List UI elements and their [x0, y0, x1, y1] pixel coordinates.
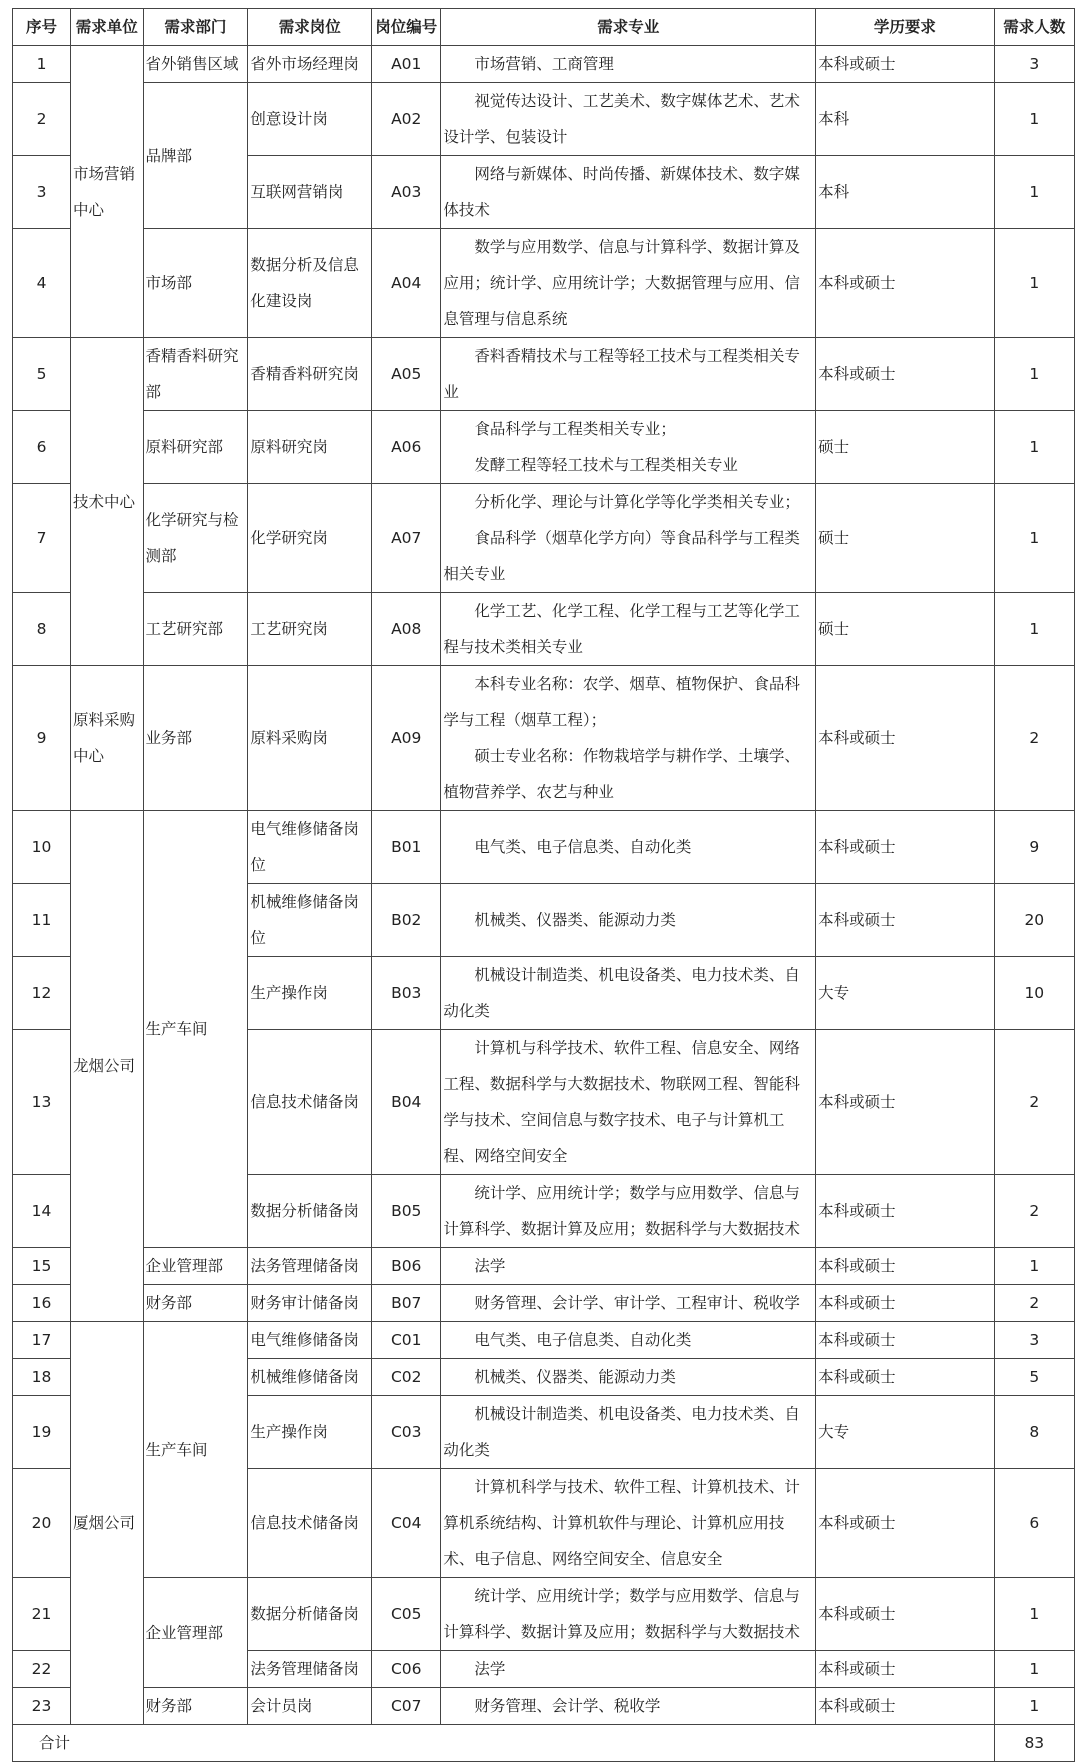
- post-cell: 机械维修储备岗位: [248, 884, 372, 957]
- dept-cell: 生产车间: [143, 1322, 248, 1578]
- count-cell: 1: [994, 484, 1074, 593]
- major-text: 发酵工程等轻工技术与工程类相关专业: [474, 456, 738, 474]
- row-number: 13: [13, 1030, 71, 1175]
- dept-cell: 财务部: [143, 1285, 248, 1322]
- major-text: 香料香精技术与工程等轻工技术与工程类相关专业: [443, 347, 800, 401]
- code-cell: B04: [372, 1030, 441, 1175]
- dept-cell: 省外销售区域: [143, 46, 248, 83]
- dept-cell: 企业管理部: [143, 1578, 248, 1688]
- post-cell: 创意设计岗: [248, 83, 372, 156]
- post-cell: 互联网营销岗: [248, 156, 372, 229]
- row-number: 6: [13, 411, 71, 484]
- header-cell: 需求专业: [441, 9, 816, 46]
- major-cell: [441, 666, 816, 811]
- code-cell: C04: [372, 1469, 441, 1578]
- code-cell: B05: [372, 1175, 441, 1248]
- post-cell: 数据分析及信息化建设岗: [248, 229, 372, 338]
- post-cell: 电气维修储备岗: [248, 1322, 372, 1359]
- total-row: [13, 1725, 1075, 1762]
- major-text: 市场营销、工商管理: [474, 55, 614, 73]
- dept-cell: 财务部: [143, 1688, 248, 1725]
- count-cell: 2: [994, 1285, 1074, 1322]
- post-cell: 信息技术储备岗: [248, 1030, 372, 1175]
- row-number: 8: [13, 593, 71, 666]
- post-cell: 法务管理储备岗: [248, 1651, 372, 1688]
- post-cell: 香精香料研究岗: [248, 338, 372, 411]
- post-cell: 原料研究岗: [248, 411, 372, 484]
- edu-cell: 本科或硕士: [816, 229, 994, 338]
- major-cell: [441, 957, 816, 1030]
- dept-cell: 原料研究部: [143, 411, 248, 484]
- major-cell: [441, 593, 816, 666]
- major-text: 统计学、应用统计学；数学与应用数学、信息与计算科学、数据计算及应用；数据科学与大数据技术: [443, 1587, 800, 1641]
- table-row: [13, 83, 1075, 156]
- major-text: 食品科学（烟草化学方向）等食品科学与工程类相关专业: [443, 529, 800, 583]
- major-text: 视觉传达设计、工艺美术、数字媒体艺术、艺术设计学、包装设计: [443, 92, 800, 146]
- table-row: [13, 484, 1075, 593]
- dept-cell: 工艺研究部: [143, 593, 248, 666]
- recruitment-table: [12, 8, 1075, 1762]
- edu-cell: 本科或硕士: [816, 338, 994, 411]
- edu-cell: 本科或硕士: [816, 1030, 994, 1175]
- edu-cell: 硕士: [816, 484, 994, 593]
- post-cell: 电气维修储备岗位: [248, 811, 372, 884]
- count-cell: 9: [994, 811, 1074, 884]
- code-cell: A07: [372, 484, 441, 593]
- code-cell: B03: [372, 957, 441, 1030]
- row-number: 11: [13, 884, 71, 957]
- edu-cell: 硕士: [816, 411, 994, 484]
- major-text: 计算机科学与技术、软件工程、计算机技术、计算机系统结构、计算机软件与理论、计算机应用技术、电子信息、网络空间安全、信息安全: [443, 1478, 800, 1568]
- count-cell: 1: [994, 411, 1074, 484]
- count-cell: 10: [994, 957, 1074, 1030]
- dept-cell: 香精香料研究部: [143, 338, 248, 411]
- major-cell: [441, 1469, 816, 1578]
- major-cell: [441, 1248, 816, 1285]
- dept-cell: 化学研究与检测部: [143, 484, 248, 593]
- code-cell: A02: [372, 83, 441, 156]
- header-cell: 需求部门: [143, 9, 248, 46]
- major-cell: [441, 1359, 816, 1396]
- header-cell: 需求单位: [71, 9, 144, 46]
- row-number: 10: [13, 811, 71, 884]
- code-cell: C06: [372, 1651, 441, 1688]
- edu-cell: 本科或硕士: [816, 1469, 994, 1578]
- count-cell: 1: [994, 1651, 1074, 1688]
- header-cell: 岗位编号: [372, 9, 441, 46]
- major-cell: [441, 338, 816, 411]
- count-cell: 2: [994, 666, 1074, 811]
- code-cell: B06: [372, 1248, 441, 1285]
- edu-cell: 本科或硕士: [816, 884, 994, 957]
- major-text: 分析化学、理论与计算化学等化学类相关专业；: [474, 493, 800, 511]
- table-row: [13, 593, 1075, 666]
- count-cell: 2: [994, 1030, 1074, 1175]
- row-number: 23: [13, 1688, 71, 1725]
- row-number: 17: [13, 1322, 71, 1359]
- edu-cell: 本科或硕士: [816, 811, 994, 884]
- major-text: 网络与新媒体、时尚传播、新媒体技术、数字媒体技术: [443, 165, 800, 219]
- recruitment-table-container: [12, 8, 1075, 1762]
- major-text: 数学与应用数学、信息与计算科学、数据计算及应用；统计学、应用统计学；大数据管理与应用、信息管理与信息系统: [443, 238, 800, 328]
- row-number: 3: [13, 156, 71, 229]
- code-cell: B07: [372, 1285, 441, 1322]
- unit-cell: 龙烟公司: [71, 811, 144, 1322]
- post-cell: 财务审计储备岗: [248, 1285, 372, 1322]
- table-row: [13, 1285, 1075, 1322]
- row-number: 5: [13, 338, 71, 411]
- code-cell: C07: [372, 1688, 441, 1725]
- edu-cell: 本科或硕士: [816, 1285, 994, 1322]
- edu-cell: 本科: [816, 156, 994, 229]
- major-text: 机械设计制造类、机电设备类、电力技术类、自动化类: [443, 966, 800, 1020]
- count-cell: 1: [994, 1248, 1074, 1285]
- major-text: 机械类、仪器类、能源动力类: [474, 1368, 676, 1386]
- major-text: 本科专业名称：农学、烟草、植物保护、食品科学与工程（烟草工程）；: [443, 675, 800, 729]
- row-number: 20: [13, 1469, 71, 1578]
- major-cell: [441, 411, 816, 484]
- code-cell: C05: [372, 1578, 441, 1651]
- code-cell: C03: [372, 1396, 441, 1469]
- edu-cell: 本科或硕士: [816, 1651, 994, 1688]
- major-cell: [441, 1578, 816, 1651]
- row-number: 1: [13, 46, 71, 83]
- count-cell: 3: [994, 46, 1074, 83]
- edu-cell: 大专: [816, 1396, 994, 1469]
- unit-cell: 市场营销中心: [71, 46, 144, 338]
- major-text: 化学工艺、化学工程、化学工程与工艺等化学工程与技术类相关专业: [443, 602, 800, 656]
- row-number: 21: [13, 1578, 71, 1651]
- major-cell: [441, 83, 816, 156]
- post-cell: 数据分析储备岗: [248, 1175, 372, 1248]
- row-number: 2: [13, 83, 71, 156]
- code-cell: B01: [372, 811, 441, 884]
- major-text: 食品科学与工程类相关专业；: [474, 420, 676, 438]
- edu-cell: 本科或硕士: [816, 1578, 994, 1651]
- code-cell: B02: [372, 884, 441, 957]
- major-text: 硕士专业名称：作物栽培学与耕作学、土壤学、植物营养学、农艺与种业: [443, 747, 800, 801]
- edu-cell: 本科或硕士: [816, 1248, 994, 1285]
- count-cell: 5: [994, 1359, 1074, 1396]
- count-cell: 1: [994, 156, 1074, 229]
- table-row: [13, 1322, 1075, 1359]
- unit-cell: 原料采购中心: [71, 666, 144, 811]
- post-cell: 数据分析储备岗: [248, 1578, 372, 1651]
- code-cell: A08: [372, 593, 441, 666]
- major-cell: [441, 1688, 816, 1725]
- header-cell: 学历要求: [816, 9, 994, 46]
- table-row: [13, 1688, 1075, 1725]
- edu-cell: 硕士: [816, 593, 994, 666]
- major-cell: [441, 1175, 816, 1248]
- header-cell: 需求岗位: [248, 9, 372, 46]
- count-cell: 8: [994, 1396, 1074, 1469]
- major-cell: [441, 1030, 816, 1175]
- dept-cell: 企业管理部: [143, 1248, 248, 1285]
- total-count: 83: [994, 1725, 1074, 1762]
- post-cell: 法务管理储备岗: [248, 1248, 372, 1285]
- post-cell: 机械维修储备岗: [248, 1359, 372, 1396]
- dept-cell: 市场部: [143, 229, 248, 338]
- count-cell: 1: [994, 338, 1074, 411]
- major-cell: [441, 811, 816, 884]
- table-row: [13, 1578, 1075, 1651]
- post-cell: 工艺研究岗: [248, 593, 372, 666]
- major-text: 财务管理、会计学、审计学、工程审计、税收学: [474, 1294, 800, 1312]
- dept-cell: 品牌部: [143, 83, 248, 229]
- post-cell: 信息技术储备岗: [248, 1469, 372, 1578]
- total-label: 合计: [13, 1725, 995, 1762]
- post-cell: 会计员岗: [248, 1688, 372, 1725]
- count-cell: 1: [994, 83, 1074, 156]
- code-cell: A01: [372, 46, 441, 83]
- row-number: 19: [13, 1396, 71, 1469]
- header-row: [13, 9, 1075, 46]
- code-cell: A05: [372, 338, 441, 411]
- major-cell: [441, 1651, 816, 1688]
- row-number: 18: [13, 1359, 71, 1396]
- count-cell: 1: [994, 1688, 1074, 1725]
- major-text: 法学: [474, 1257, 506, 1275]
- row-number: 16: [13, 1285, 71, 1322]
- major-cell: [441, 229, 816, 338]
- count-cell: 2: [994, 1175, 1074, 1248]
- major-cell: [441, 884, 816, 957]
- major-text: 电气类、电子信息类、自动化类: [474, 838, 692, 856]
- code-cell: C01: [372, 1322, 441, 1359]
- row-number: 7: [13, 484, 71, 593]
- major-text: 财务管理、会计学、税收学: [474, 1697, 661, 1715]
- unit-cell: 技术中心: [71, 338, 144, 666]
- unit-cell: 厦烟公司: [71, 1322, 144, 1725]
- post-cell: 省外市场经理岗: [248, 46, 372, 83]
- edu-cell: 本科或硕士: [816, 1175, 994, 1248]
- row-number: 4: [13, 229, 71, 338]
- major-text: 统计学、应用统计学；数学与应用数学、信息与计算科学、数据计算及应用；数据科学与大数据技术: [443, 1184, 800, 1238]
- major-text: 法学: [474, 1660, 506, 1678]
- dept-cell: 业务部: [143, 666, 248, 811]
- edu-cell: 大专: [816, 957, 994, 1030]
- table-row: [13, 229, 1075, 338]
- row-number: 22: [13, 1651, 71, 1688]
- code-cell: A06: [372, 411, 441, 484]
- major-text: 计算机与科学技术、软件工程、信息安全、网络工程、数据科学与大数据技术、物联网工程、智能科学与技术、空间信息与数字技术、电子与计算机工程、网络空间安全: [443, 1039, 800, 1165]
- code-cell: A09: [372, 666, 441, 811]
- edu-cell: 本科或硕士: [816, 666, 994, 811]
- edu-cell: 本科或硕士: [816, 1359, 994, 1396]
- major-cell: [441, 484, 816, 593]
- count-cell: 3: [994, 1322, 1074, 1359]
- code-cell: A04: [372, 229, 441, 338]
- major-text: 电气类、电子信息类、自动化类: [474, 1331, 692, 1349]
- major-cell: [441, 1396, 816, 1469]
- header-cell: 序号: [13, 9, 71, 46]
- edu-cell: 本科或硕士: [816, 1688, 994, 1725]
- row-number: 9: [13, 666, 71, 811]
- edu-cell: 本科或硕士: [816, 1322, 994, 1359]
- count-cell: 1: [994, 229, 1074, 338]
- edu-cell: 本科: [816, 83, 994, 156]
- major-text: 机械设计制造类、机电设备类、电力技术类、自动化类: [443, 1405, 800, 1459]
- table-row: [13, 1248, 1075, 1285]
- code-cell: C02: [372, 1359, 441, 1396]
- dept-cell: 生产车间: [143, 811, 248, 1248]
- edu-cell: 本科或硕士: [816, 46, 994, 83]
- header-cell: 需求人数: [994, 9, 1074, 46]
- post-cell: 化学研究岗: [248, 484, 372, 593]
- post-cell: 生产操作岗: [248, 1396, 372, 1469]
- row-number: 15: [13, 1248, 71, 1285]
- count-cell: 6: [994, 1469, 1074, 1578]
- table-row: [13, 411, 1075, 484]
- row-number: 12: [13, 957, 71, 1030]
- major-cell: [441, 46, 816, 83]
- post-cell: 生产操作岗: [248, 957, 372, 1030]
- count-cell: 1: [994, 1578, 1074, 1651]
- table-row: [13, 666, 1075, 811]
- code-cell: A03: [372, 156, 441, 229]
- table-row: [13, 811, 1075, 884]
- major-cell: [441, 1322, 816, 1359]
- table-row: [13, 46, 1075, 83]
- major-cell: [441, 156, 816, 229]
- table-row: [13, 338, 1075, 411]
- major-cell: [441, 1285, 816, 1322]
- post-cell: 原料采购岗: [248, 666, 372, 811]
- count-cell: 1: [994, 593, 1074, 666]
- major-text: 机械类、仪器类、能源动力类: [474, 911, 676, 929]
- row-number: 14: [13, 1175, 71, 1248]
- count-cell: 20: [994, 884, 1074, 957]
